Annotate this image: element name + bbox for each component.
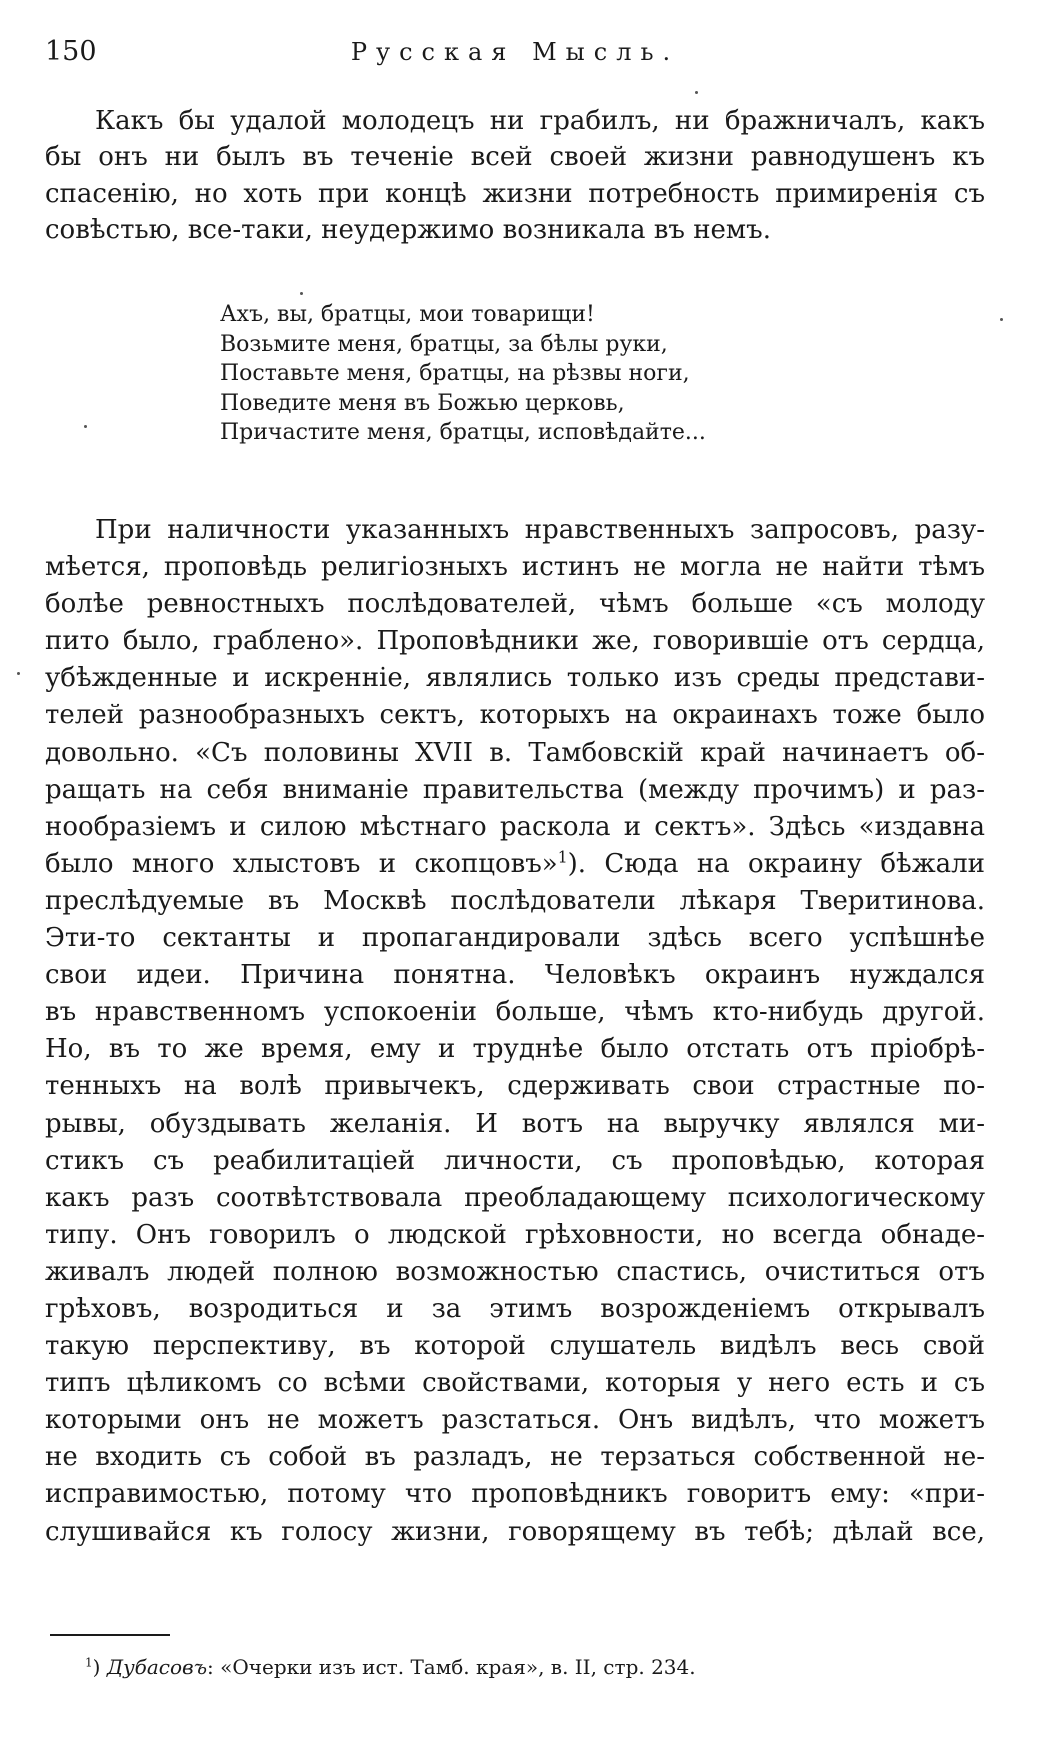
text-line: пито было, граблено». Проповѣдники же, говорившіе отъ сердца, (45, 626, 985, 657)
text-line: болѣе ревностныхъ послѣдователей, чѣмъ больше «съ молоду (45, 589, 985, 620)
verse-line: Поведите меня въ Божью церковь, (220, 390, 625, 416)
scan-speck (84, 425, 87, 428)
running-title: Русская Мысль. (350, 38, 680, 66)
text-line: какъ разъ соотвѣтствовала преобладающему психологическому (45, 1182, 985, 1213)
text-line: Какъ бы удалой молодецъ ни грабилъ, ни бражничалъ, какъ (95, 106, 985, 136)
text-line: бы онъ ни былъ въ теченіе всей своей жизни равнодушенъ къ (45, 142, 985, 173)
paragraph-main (45, 512, 985, 1551)
verse-line: Ахъ, вы, братцы, мои товарищи! (220, 302, 595, 327)
page-header (45, 36, 985, 76)
text-line: рывы, обуздывать желанія. И вотъ на выручку являлся ми- (45, 1108, 985, 1139)
text-line: слушивайся къ голосу жизни, говорящему въ тебѣ; дѣлай все, (45, 1516, 985, 1547)
footnote-divider (50, 1634, 170, 1636)
footnote-text: : «Очерки изъ ист. Тамб. края», в. II, стр. 234. (207, 1655, 696, 1679)
verse-line: Причастите меня, братцы, исповѣдайте... (220, 420, 706, 445)
text-line: мѣется, проповѣдь религіозныхъ истинъ не могла не найти тѣмъ (45, 552, 985, 583)
text-line-with-footnote (45, 846, 985, 883)
page-number: 150 (45, 36, 97, 67)
text-line: телей разнообразныхъ сектъ, которыхъ на окраинахъ тоже было (45, 700, 985, 731)
footnote-paren: ) (92, 1655, 107, 1679)
text-fragment: было много хлыстовъ и скопцовъ» (45, 848, 558, 879)
text-line: не входить съ собой въ разладъ, не терзаться собственной не- (45, 1442, 985, 1473)
text-line: такую перспективу, въ которой слушатель видѣлъ весь свой (45, 1331, 985, 1362)
footnote-author: Дубасовъ (106, 1655, 208, 1679)
scan-speck (695, 91, 698, 94)
scan-speck (300, 292, 303, 295)
text-line: ращать на себя вниманіе правительства (между прочимъ) и раз- (45, 774, 985, 805)
scan-speck (1000, 318, 1003, 321)
text-line: которыми онъ не можетъ разстаться. Онъ видѣлъ, что можетъ (45, 1405, 985, 1436)
text-line: въ нравственномъ успокоеніи больше, чѣмъ кто-нибудь другой. (45, 997, 985, 1028)
text-line: спасенію, но хоть при концѣ жизни потребность примиренія съ (45, 178, 985, 209)
text-line: довольно. «Съ половины XVII в. Тамбовскій край начинаетъ об- (45, 737, 985, 768)
scan-speck (17, 672, 20, 675)
text-line: Но, въ то же время, ему и труднѣе было отстать отъ пріобрѣ- (45, 1034, 985, 1065)
text-line: исправимостью, потому что проповѣдникъ говоритъ ему: «при- (45, 1479, 985, 1510)
text-line: преслѣдуемые въ Москвѣ послѣдователи лѣкаря Тверитинова. (45, 885, 985, 916)
footnote-marker: 1 (85, 1655, 93, 1670)
text-fragment: ). Сюда на окраину бѣжали (567, 848, 985, 879)
text-line: свои идеи. Причина понятна. Человѣкъ окраинъ нуждался (45, 960, 985, 991)
paragraph-intro (45, 103, 985, 249)
footnote (85, 1655, 696, 1679)
text-line: грѣховъ, возродиться и за этимъ возрожденіемъ открывалъ (45, 1293, 985, 1324)
text-line: типу. Онъ говорилъ о людской грѣховности, но всегда обнаде- (45, 1219, 985, 1250)
verse-quote (220, 300, 780, 448)
text-line: Эти-то сектанты и пропагандировали здѣсь всего успѣшнѣе (45, 923, 985, 954)
text-line: нообразіемъ и силою мѣстнаго раскола и сектъ». Здѣсь «издавна (45, 811, 985, 842)
text-line: типъ цѣликомъ со всѣми свойствами, которыя у него есть и съ (45, 1368, 985, 1399)
text-line: совѣстью, все-таки, неудержимо возникала въ немъ. (45, 215, 771, 246)
text-line: убѣжденные и искренніе, являлись только изъ среды представи- (45, 663, 985, 694)
text-line: стикъ съ реабилитаціей личности, съ проповѣдью, которая (45, 1145, 985, 1176)
text-line: При наличности указанныхъ нравственныхъ запросовъ, разу- (95, 515, 985, 545)
text-line: живалъ людей полною возможностью спастись, очиститься отъ (45, 1256, 985, 1287)
footnote-ref-marker[interactable]: 1 (557, 848, 568, 867)
verse-line: Возьмите меня, братцы, за бѣлы руки, (220, 331, 668, 357)
text-line: тенныхъ на волѣ привычекъ, сдерживать свои страстные по- (45, 1071, 985, 1102)
verse-line: Поставьте меня, братцы, на рѣзвы ноги, (220, 361, 690, 386)
